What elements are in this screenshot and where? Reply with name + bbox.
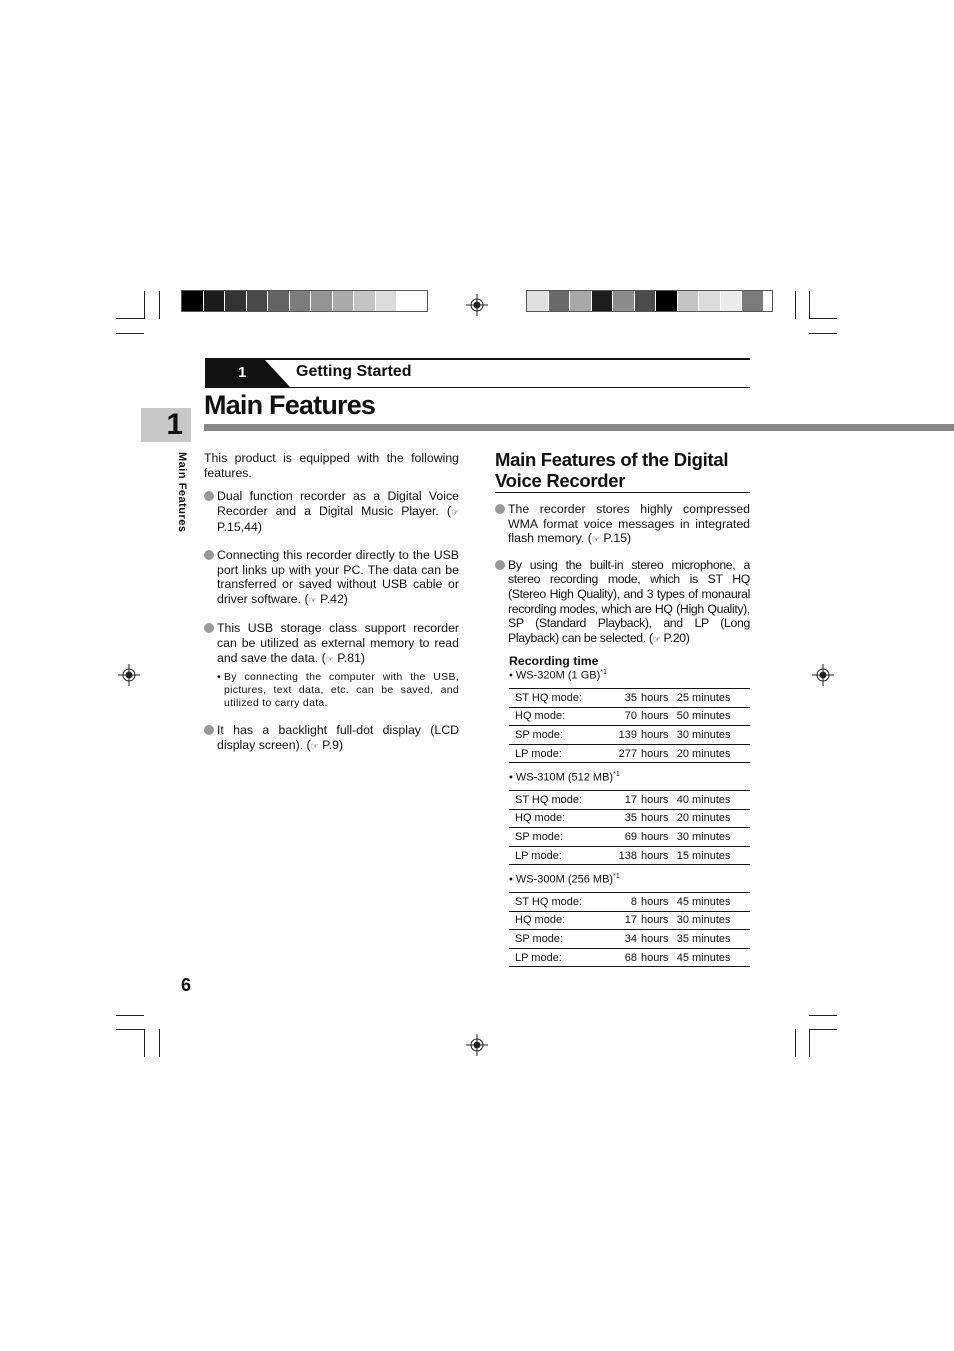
minutes-unit: minutes [692, 726, 750, 745]
mode-cell: HQ mode: [509, 911, 607, 930]
color-swatch [204, 291, 226, 311]
color-swatch [570, 291, 592, 311]
feature-bullet: By using the built-in stereo microphone, a stereo recording mode, which is ST HQ (Stereo High Quality), and 3 types of monaural recording modes, which are HQ (High Quality), SP (Standard Playback), and LP (Long Playback) can be selected. (☞ P.20) [495, 558, 750, 648]
registration-mark-icon [466, 1034, 488, 1056]
color-swatch [549, 291, 571, 311]
mode-cell: ST HQ mode: [509, 689, 607, 708]
minutes-unit: minutes [692, 930, 750, 949]
color-swatch [678, 291, 700, 311]
feature-bullet: It has a backlight full-dot display (LCD display screen). (☞ P.9) [204, 723, 459, 754]
mode-cell: ST HQ mode: [509, 893, 607, 912]
intro-text: This product is equipped with the following features. [204, 451, 459, 480]
section-heading: Main Features of the Digital Voice Recorder [495, 449, 729, 491]
hours-value: 138 [607, 846, 641, 865]
minutes-unit: minutes [692, 809, 750, 828]
page-ref: P.81 [337, 650, 361, 665]
recording-time-table [509, 892, 750, 967]
minutes-value: 25 [669, 689, 692, 708]
recording-time-heading: Recording time [509, 654, 599, 668]
color-swatch [397, 291, 419, 311]
bullet-dot-icon [495, 560, 505, 570]
recording-time-table [509, 688, 750, 763]
page-ref: P.15 [603, 531, 628, 546]
mode-cell: SP mode: [509, 828, 607, 847]
model-label: • WS-310M (512 MB)$^{*1}$ [509, 771, 620, 784]
page-ref-icon: ☞ [450, 507, 460, 518]
bullet-dot-icon [204, 491, 214, 501]
feature-text: This USB storage class support recorder can be utilized as external memory to read and save the data. [217, 621, 459, 665]
page-ref-icon: ☞ [325, 654, 334, 665]
title-rule [204, 424, 954, 431]
color-swatch [290, 291, 312, 311]
hours-unit: hours [641, 828, 669, 847]
mode-cell: LP mode: [509, 744, 607, 763]
minutes-unit: minutes [692, 911, 750, 930]
feature-text: Dual function recorder as a Digital Voice Recorder and a Digital Music Player. [217, 489, 459, 518]
minutes-unit: minutes [692, 948, 750, 967]
hours-unit: hours [641, 930, 669, 949]
feature-bullet: Dual function recorder as a Digital Voice Recorder and a Digital Music Player. (☞ P.15,44) [204, 489, 459, 535]
hours-value: 35 [607, 689, 641, 708]
minutes-unit: minutes [692, 707, 750, 726]
hours-value: 70 [607, 707, 641, 726]
minutes-unit: minutes [692, 689, 750, 708]
page-title: Main Features [204, 390, 376, 420]
hours-value: 69 [607, 828, 641, 847]
feature-bullet: Connecting this recorder directly to the USB port links up with your PC. The data can be transferred or saved without USB cable or driver software. (☞ P.42) [204, 548, 459, 608]
hours-value: 35 [607, 809, 641, 828]
hours-unit: hours [641, 809, 669, 828]
hours-unit: hours [641, 791, 669, 810]
minutes-value: 30 [669, 911, 692, 930]
minutes-unit: minutes [692, 828, 750, 847]
bullet-dot-icon [495, 504, 505, 514]
hours-unit: hours [641, 948, 669, 967]
color-swatch [311, 291, 333, 311]
hours-unit: hours [641, 893, 669, 912]
mode-cell: LP mode: [509, 948, 607, 967]
color-swatch [182, 291, 204, 311]
section-title: Getting Started [296, 363, 412, 380]
page-ref-icon: ☞ [652, 634, 661, 645]
page-ref-icon: ☞ [591, 535, 600, 546]
minutes-value: 20 [669, 744, 692, 763]
section-number-tab [205, 358, 291, 388]
table-row [509, 689, 750, 708]
mode-cell: HQ mode: [509, 809, 607, 828]
minutes-value: 45 [669, 948, 692, 967]
minutes-unit: minutes [692, 744, 750, 763]
color-swatch [333, 291, 355, 311]
hours-unit: hours [641, 689, 669, 708]
page-number: 6 [181, 975, 192, 995]
minutes-value: 50 [669, 707, 692, 726]
table-row [509, 809, 750, 828]
color-swatch [742, 291, 764, 311]
hours-unit: hours [641, 744, 669, 763]
hours-value: 8 [607, 893, 641, 912]
color-swatch [225, 291, 247, 311]
feature-bullet: This USB storage class support recorder can be utilized as external memory to read and save the data. (☞ P.81) [204, 621, 459, 667]
table-row [509, 948, 750, 967]
registration-mark-icon [812, 664, 834, 686]
table-row [509, 726, 750, 745]
feature-text: It has a backlight full-dot display (LCD display screen). [217, 723, 459, 752]
side-chapter-label: Main Features [176, 452, 188, 533]
hours-value: 139 [607, 726, 641, 745]
color-swatch [635, 291, 657, 311]
hours-value: 17 [607, 911, 641, 930]
table-row [509, 828, 750, 847]
table-row [509, 791, 750, 810]
feature-text: The recorder stores highly compressed WMA format voice messages in integrated flash memory. [508, 502, 750, 546]
heading-rule [495, 492, 750, 493]
table-row [509, 707, 750, 726]
minutes-value: 15 [669, 846, 692, 865]
color-swatch [592, 291, 614, 311]
mode-cell: SP mode: [509, 930, 607, 949]
color-swatch [527, 291, 549, 311]
section-number: 1 [238, 364, 247, 381]
mode-cell: HQ mode: [509, 707, 607, 726]
hours-value: 34 [607, 930, 641, 949]
model-label: • WS-320M (1 GB)$^{*1}$ [509, 669, 607, 682]
mode-cell: SP mode: [509, 726, 607, 745]
page-ref: P.20 [663, 630, 686, 645]
hours-unit: hours [641, 911, 669, 930]
chapter-tab: 1 [141, 408, 191, 442]
minutes-value: 45 [669, 893, 692, 912]
table-row [509, 911, 750, 930]
hours-unit: hours [641, 707, 669, 726]
hours-value: 17 [607, 791, 641, 810]
model-label: • WS-300M (256 MB)$^{*1}$ [509, 873, 620, 886]
hours-unit: hours [641, 846, 669, 865]
color-swatch [721, 291, 743, 311]
page-ref: P.42 [320, 591, 344, 606]
page-ref: P.15,44 [217, 520, 258, 535]
page-ref-icon: ☞ [308, 595, 317, 606]
color-swatch [268, 291, 290, 311]
color-swatch [699, 291, 721, 311]
registration-mark-icon [118, 664, 140, 686]
sub-note: • By connecting the computer with the USB, pictures, text data, etc. can be saved, and utilized to carry data. [217, 671, 459, 710]
registration-mark-icon [466, 294, 488, 316]
color-swatch [613, 291, 635, 311]
minutes-value: 35 [669, 930, 692, 949]
minutes-value: 30 [669, 828, 692, 847]
minutes-unit: minutes [692, 791, 750, 810]
feature-bullet: The recorder stores highly compressed WMA format voice messages in integrated flash memory. (☞ P.15) [495, 502, 750, 548]
left-column [204, 451, 459, 754]
recording-time-table [509, 790, 750, 865]
bullet-dot-icon [204, 725, 214, 735]
feature-text: By using the built-in stereo microphone, a stereo recording mode, which is ST HQ (Stereo High Quality), and 3 types of monaural recording modes, which are HQ (High Quality), SP (Standard Playback), and LP (Long Playback) can be selected. [508, 557, 750, 645]
page-ref: P.9 [322, 737, 340, 752]
table-row [509, 893, 750, 912]
hours-value: 68 [607, 948, 641, 967]
page-ref-icon: ☞ [310, 741, 319, 752]
bullet-dot-icon [204, 623, 214, 633]
mode-cell: ST HQ mode: [509, 791, 607, 810]
mode-cell: LP mode: [509, 846, 607, 865]
feature-text: Connecting this recorder directly to the USB port links up with your PC. The data can be transferred or saved without USB cable or driver software. [217, 547, 459, 606]
color-swatch [656, 291, 678, 311]
right-column [495, 502, 750, 647]
table-row [509, 744, 750, 763]
color-swatch-bar-left [181, 290, 428, 312]
table-row [509, 930, 750, 949]
color-swatch [247, 291, 269, 311]
hours-unit: hours [641, 726, 669, 745]
color-swatch [354, 291, 376, 311]
minutes-value: 40 [669, 791, 692, 810]
bullet-dot-icon [204, 550, 214, 560]
minutes-value: 30 [669, 726, 692, 745]
color-swatch-bar-right [526, 290, 773, 312]
minutes-value: 20 [669, 809, 692, 828]
color-swatch [376, 291, 398, 311]
section-rule-top [205, 358, 750, 360]
hours-value: 277 [607, 744, 641, 763]
minutes-unit: minutes [692, 846, 750, 865]
table-row [509, 846, 750, 865]
minutes-unit: minutes [692, 893, 750, 912]
